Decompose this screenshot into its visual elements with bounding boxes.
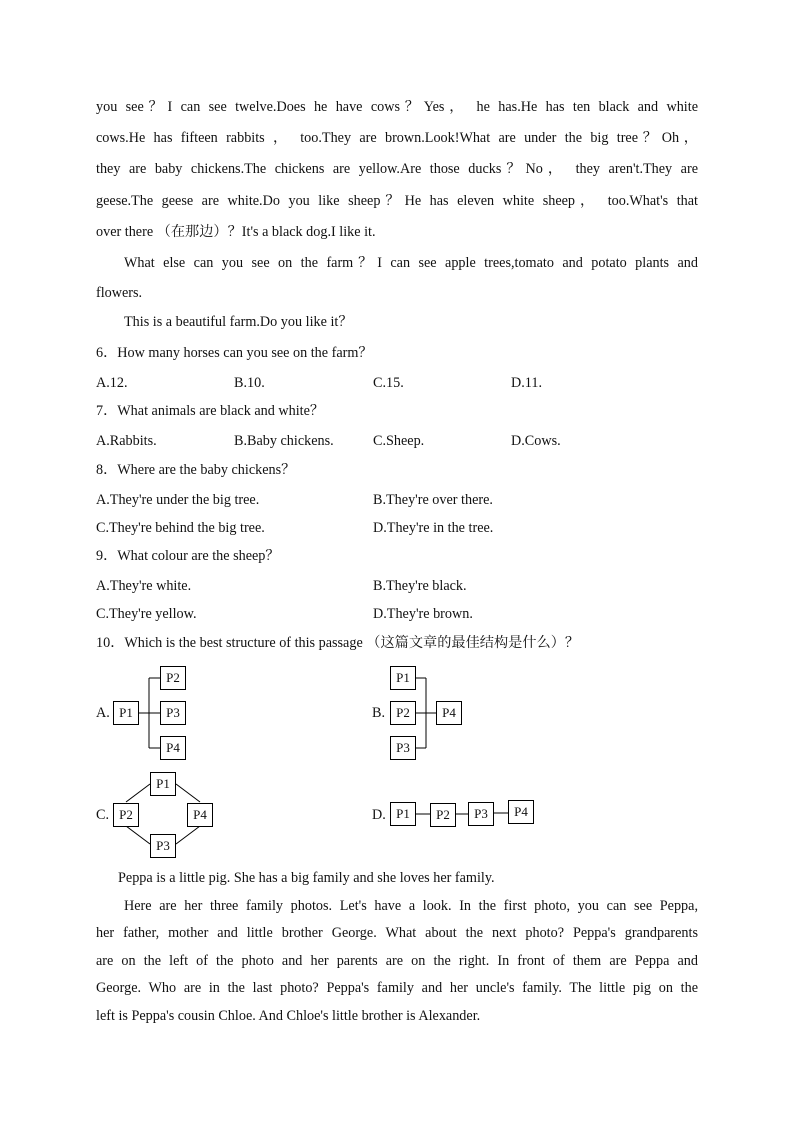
passage-line: over there （在那边）？It's a black dog.I like it. xyxy=(96,224,376,240)
option-d: D.They're in the tree. xyxy=(373,520,494,536)
passage-line: This is a beautiful farm.Do you like it？ xyxy=(124,314,353,330)
option-b: B.They're black. xyxy=(373,578,467,594)
box-p1: P1 xyxy=(390,802,416,826)
option-d: D.Cows. xyxy=(511,433,561,449)
diagram-label: A. xyxy=(96,705,110,721)
box-p4: P4 xyxy=(187,803,213,827)
option-b: B.10. xyxy=(234,375,265,391)
option-d: D.They're brown. xyxy=(373,606,473,622)
option-c: C.They're yellow. xyxy=(96,606,197,622)
option-c: C.Sheep. xyxy=(373,433,425,449)
box-p1: P1 xyxy=(150,772,176,796)
box-p4: P4 xyxy=(508,800,534,824)
box-p2: P2 xyxy=(390,701,416,725)
diagram-label: B. xyxy=(372,705,386,721)
diagram-label: C. xyxy=(96,807,110,823)
question-stem: 7．What animals are black and white？ xyxy=(96,403,325,419)
box-p2: P2 xyxy=(430,803,456,827)
passage-line: you see？I can see twelve.Does he have cows？Yes， he has.He has ten black and white xyxy=(96,99,698,115)
passage-line: George. Who are in the last photo? Peppa's family and her uncle's family. The little pig on the xyxy=(96,980,698,996)
passage-line: they are baby chickens.The chickens are yellow.Are those ducks？No， they aren't.They are xyxy=(96,161,698,177)
question-stem: 6．How many horses can you see on the farm？ xyxy=(96,345,373,361)
question-stem: 8．Where are the baby chickens？ xyxy=(96,462,296,478)
passage-line: are on the left of the photo and her parents are on the right. In front of them are Peppa and xyxy=(96,953,698,969)
box-p2: P2 xyxy=(160,666,186,690)
option-d: D.11. xyxy=(511,375,543,391)
passage-line: Peppa is a little pig. She has a big family and she loves her family. xyxy=(118,870,495,886)
box-p3: P3 xyxy=(390,736,416,760)
passage-line: Here are her three family photos. Let's have a look. In the first photo, you can see Peppa, xyxy=(124,898,698,914)
box-p4: P4 xyxy=(436,701,462,725)
diagram-label: D. xyxy=(372,807,386,823)
passage-line: What else can you see on the farm？I can see apple trees,tomato and potato plants and xyxy=(124,255,698,271)
passage-line: flowers. xyxy=(96,285,143,301)
box-p3: P3 xyxy=(468,802,494,826)
passage-line: her father, mother and little brother George. What about the next photo? Peppa's grandparents xyxy=(96,925,698,941)
passage-line: left is Peppa's cousin Chloe. And Chloe's little brother is Alexander. xyxy=(96,1008,481,1024)
question-stem: 10．Which is the best structure of this passage （这篇文章的最佳结构是什么）？ xyxy=(96,635,580,651)
option-a: A.They're white. xyxy=(96,578,192,594)
option-c: C.They're behind the big tree. xyxy=(96,520,265,536)
option-b: B.Baby chickens. xyxy=(234,433,334,449)
option-a: A.12. xyxy=(96,375,128,391)
passage-line: cows.He has fifteen rabbits ， too.They are brown.Look!What are under the big tree？Oh， xyxy=(96,130,698,146)
option-a: A.Rabbits. xyxy=(96,433,157,449)
box-p1: P1 xyxy=(390,666,416,690)
passage-line: geese.The geese are white.Do you like sheep？He has eleven white sheep， too.What's that xyxy=(96,193,698,209)
box-p3: P3 xyxy=(150,834,176,858)
box-p2: P2 xyxy=(113,803,139,827)
question-stem: 9．What colour are the sheep？ xyxy=(96,548,280,564)
box-p4: P4 xyxy=(160,736,186,760)
box-p3: P3 xyxy=(160,701,186,725)
box-p1: P1 xyxy=(113,701,139,725)
option-b: B.They're over there. xyxy=(373,492,493,508)
option-c: C.15. xyxy=(373,375,404,391)
option-a: A.They're under the big tree. xyxy=(96,492,260,508)
